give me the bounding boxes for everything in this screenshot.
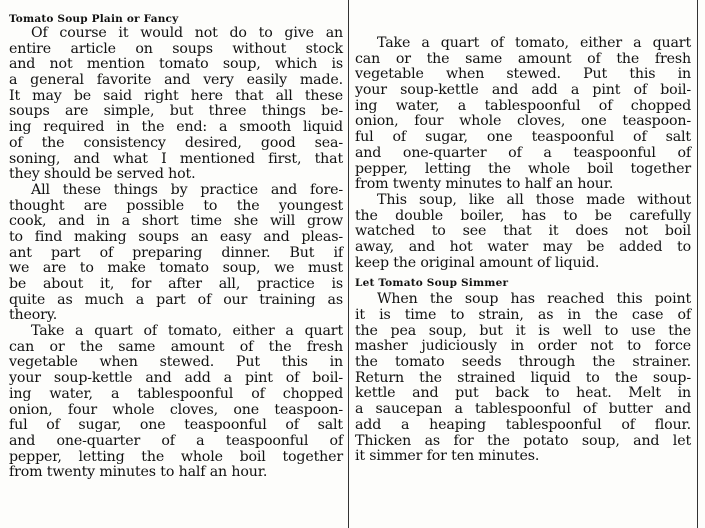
text-line: This soup, like all those made without	[377, 191, 691, 208]
text-line: quite as much a part of our training as	[9, 291, 343, 308]
right-column-text-top	[355, 36, 691, 271]
text-line: Take a quart of tomato, either a quart	[377, 35, 691, 51]
article-heading: Tomato Soup Plain or Fancy	[9, 13, 179, 25]
text-line: entire article on soups without stock	[9, 40, 343, 57]
text-line: the tomato seeds through the strainer.	[355, 354, 691, 371]
text-line: and one-quarter of a teaspoonful of	[355, 144, 691, 161]
text-line: it simmer for ten minutes.	[355, 448, 540, 465]
text-line: to find making soups an easy and pleas-	[9, 228, 343, 245]
text-line: ful of sugar, one teaspoonful of salt	[355, 129, 691, 146]
left-column	[9, 12, 343, 481]
text-line: theory.	[9, 307, 58, 324]
text-line: When the soup has reached this point	[377, 291, 691, 308]
right-column-text-bottom	[355, 292, 691, 465]
text-line: kettle and put back to heat. Melt in	[355, 385, 691, 402]
text-line: away, and hot water may be added to	[355, 238, 691, 255]
text-line: we are to make tomato soup, we must	[9, 260, 343, 277]
text-line: soning, and what I mentioned first, that	[9, 150, 343, 167]
text-line: onion, four whole cloves, one teaspoon-	[355, 113, 691, 130]
text-line: the pea soup, but it is well to use the	[355, 322, 691, 339]
text-line: pepper, letting the whole boil together	[355, 160, 691, 177]
text-line: your soup-kettle and add a pint of boil-	[9, 370, 343, 387]
text-line: from twenty minutes to half an hour.	[355, 176, 614, 193]
text-line: ing water, a tablespoonful of chopped	[9, 385, 343, 402]
text-line: they should be served hot.	[9, 166, 196, 183]
text-line: a saucepan a tablespoonful of butter and	[355, 401, 691, 418]
text-line: it is time to strain, as in the case of	[355, 307, 691, 323]
text-line: vegetable when stewed. Put this in	[355, 66, 691, 83]
text-line: ant part of preparing dinner. But if	[9, 244, 343, 261]
right-border-rule	[697, 0, 698, 528]
text-line: soups are simple, but three things be-	[9, 103, 343, 120]
text-line: vegetable when stewed. Put this in	[9, 354, 343, 371]
right-column	[355, 36, 691, 465]
text-line: keep the original amount of liquid.	[355, 254, 600, 271]
text-line: pepper, letting the whole boil together	[9, 448, 343, 465]
text-line: cook, and in a short time she will grow	[9, 213, 343, 230]
text-line: a general favorite and very easily made.	[9, 72, 343, 89]
text-line: the double boiler, has to be carefully	[355, 207, 691, 224]
left-column-text	[9, 26, 343, 481]
text-line: can or the same amount of the fresh	[355, 50, 691, 67]
text-line: Thicken as for the potato soup, and let	[355, 432, 691, 449]
text-line: add a heaping tablespoonful of flour.	[355, 416, 691, 433]
text-line: Of course it would not do to give an	[31, 25, 343, 41]
subheading: Let Tomato Soup Simmer	[355, 277, 509, 290]
text-line: be about it, for after all, practice is	[9, 276, 343, 292]
column-divider	[348, 0, 349, 528]
text-line: Return the strained liquid to the soup-	[355, 369, 691, 386]
text-line: It may be said right here that all these	[9, 87, 343, 104]
text-line: ing required in the end: a smooth liquid	[9, 119, 343, 136]
text-line: of the consistency desired, good sea-	[9, 134, 343, 151]
text-line: All these things by practice and fore-	[31, 181, 343, 198]
text-line: thought are possible to the youngest	[9, 197, 343, 214]
text-line: masher judiciously in order not to force	[355, 338, 691, 355]
text-line: onion, four whole cloves, one teaspoon-	[9, 401, 343, 418]
text-line: watched to see that it does not boil	[355, 223, 691, 240]
text-line: ful of sugar, one teaspoonful of salt	[9, 417, 343, 434]
text-line: and one-quarter of a teaspoonful of	[9, 432, 343, 449]
text-line: ing water, a tablespoonful of chopped	[355, 97, 691, 114]
text-line: Take a quart of tomato, either a quart	[31, 323, 343, 340]
text-line: from twenty minutes to half an hour.	[9, 464, 268, 481]
text-line: your soup-kettle and add a pint of boil-	[355, 82, 691, 99]
text-line: and not mention tomato soup, which is	[9, 56, 343, 73]
text-line: can or the same amount of the fresh	[9, 338, 343, 355]
